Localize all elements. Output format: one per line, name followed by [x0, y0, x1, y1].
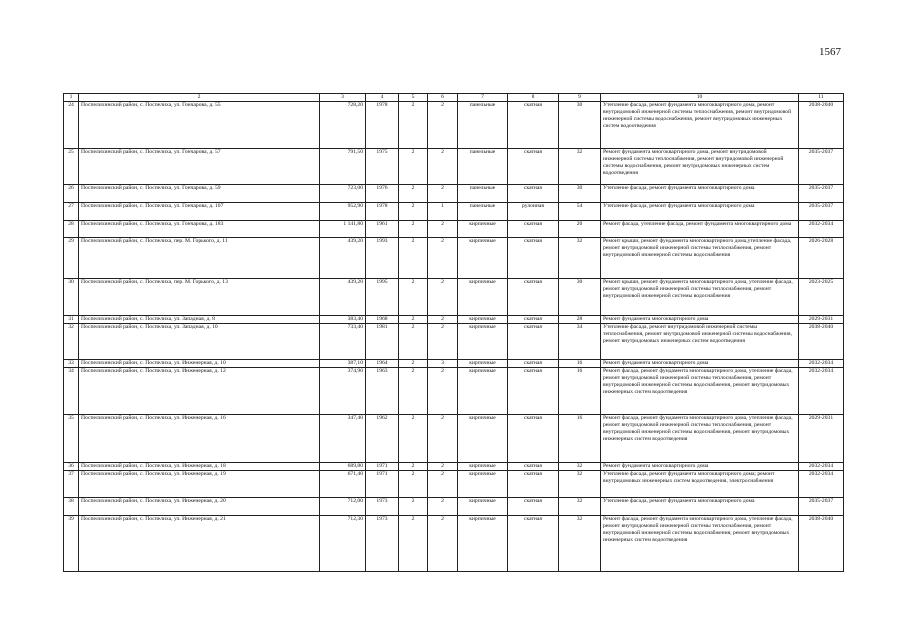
- year-built: 1964: [366, 360, 399, 368]
- column-5-value: 2: [399, 102, 428, 149]
- repair-works: Ремонт фасада, ремонт фундамента многоквартирного дома, утепление фасада, ремонт внутридомовой инженерной системы теплоснабжения, ремонт внутридомовой инженерной системы водоснабжения, ремонт внутридомовых инженерных систем водоотведения: [601, 368, 799, 415]
- row-number: 25: [64, 149, 79, 185]
- row-number: 30: [64, 279, 79, 316]
- column-number: 11: [799, 94, 844, 102]
- planned-period: 2038-2040: [799, 516, 844, 572]
- roof-type: скатная: [508, 149, 559, 185]
- column-6-value: 2: [428, 324, 458, 360]
- roof-type: скатная: [508, 238, 559, 279]
- house-address: Поспелихинский район, с. Поспелиха, пер. М. Горького, д. 13: [79, 279, 320, 316]
- year-built: 1973: [366, 516, 399, 572]
- column-number: 7: [458, 94, 508, 102]
- column-6-value: 2: [428, 316, 458, 324]
- table-row: [64, 279, 844, 316]
- wall-material: кирпичные: [458, 368, 508, 415]
- wall-material: кирпичные: [458, 324, 508, 360]
- table-row: [64, 368, 844, 415]
- column-6-value: 2: [428, 238, 458, 279]
- column-5-value: 2: [399, 324, 428, 360]
- table-row: [64, 102, 844, 149]
- repair-works: Утепление фасада, ремонт фундамента многоквартирного дома: [601, 185, 799, 203]
- wall-material: панельные: [458, 203, 508, 221]
- house-address: Поспелихинский район, с. Поспелиха, ул. Гончарова, д. 183: [79, 221, 320, 238]
- total-area: 383,40: [320, 316, 366, 324]
- column-6-value: 2: [428, 185, 458, 203]
- column-6-value: 2: [428, 221, 458, 238]
- column-9-value: 16: [559, 368, 601, 415]
- column-number-row: [64, 94, 844, 102]
- column-number: 8: [508, 94, 559, 102]
- year-built: 1978: [366, 102, 399, 149]
- planned-period: 2032-2034: [799, 463, 844, 471]
- column-5-value: 2: [399, 516, 428, 572]
- year-built: 1978: [366, 203, 399, 221]
- wall-material: кирпичные: [458, 498, 508, 516]
- row-number: 37: [64, 471, 79, 498]
- column-5-value: 2: [399, 368, 428, 415]
- planned-period: 2026-2028: [799, 238, 844, 279]
- planned-period: 2038-2040: [799, 324, 844, 360]
- total-area: 712,00: [320, 498, 366, 516]
- planned-period: 2035-2037: [799, 185, 844, 203]
- row-number: 28: [64, 221, 79, 238]
- wall-material: кирпичные: [458, 471, 508, 498]
- column-5-value: 2: [399, 498, 428, 516]
- column-6-value: 2: [428, 149, 458, 185]
- roof-type: скатная: [508, 221, 559, 238]
- roof-type: скатная: [508, 324, 559, 360]
- planned-period: 2032-2034: [799, 471, 844, 498]
- planned-period: 2032-2034: [799, 221, 844, 238]
- repair-works: Ремонт фундамента многоквартирного дома: [601, 316, 799, 324]
- year-built: 1963: [366, 368, 399, 415]
- planned-period: 2038-2040: [799, 102, 844, 149]
- repair-works: Утепление фасада, ремонт фундамента многоквартирного дома; ремонт внутридомовых инженерных систем водоотведения, электроснабжения: [601, 471, 799, 498]
- total-area: 1 141,80: [320, 221, 366, 238]
- repair-works: Утепление фасада, ремонт фундамента многоквартирного дома: [601, 203, 799, 221]
- wall-material: кирпичные: [458, 238, 508, 279]
- planned-period: 2029-2031: [799, 316, 844, 324]
- roof-type: скатная: [508, 471, 559, 498]
- total-area: 689,80: [320, 463, 366, 471]
- row-number: 26: [64, 185, 79, 203]
- wall-material: кирпичные: [458, 221, 508, 238]
- column-6-value: 3: [428, 360, 458, 368]
- column-9-value: 16: [559, 360, 601, 368]
- roof-type: скатная: [508, 463, 559, 471]
- column-6-value: 2: [428, 415, 458, 463]
- year-built: 1968: [366, 316, 399, 324]
- table-row: [64, 471, 844, 498]
- column-9-value: 30: [559, 102, 601, 149]
- row-number: 27: [64, 203, 79, 221]
- wall-material: панельные: [458, 185, 508, 203]
- column-6-value: 2: [428, 368, 458, 415]
- total-area: 347,40: [320, 415, 366, 463]
- column-number: 9: [559, 94, 601, 102]
- row-number: 29: [64, 238, 79, 279]
- column-5-value: 2: [399, 279, 428, 316]
- total-area: 439,20: [320, 279, 366, 316]
- total-area: 439,20: [320, 238, 366, 279]
- column-number: 10: [601, 94, 799, 102]
- column-5-value: 2: [399, 149, 428, 185]
- wall-material: кирпичные: [458, 279, 508, 316]
- column-9-value: 32: [559, 463, 601, 471]
- row-number: 39: [64, 516, 79, 572]
- year-built: 1995: [366, 279, 399, 316]
- repair-works: Ремонт крыши, ремонт фундамента многоквартирного дома,утепление фасада, ремонт внутридомовой инженерной системы теплоснабжения, ремонт внутридомовой инженерной системы водоснабжения: [601, 238, 799, 279]
- column-number: 2: [79, 94, 320, 102]
- roof-type: скатная: [508, 102, 559, 149]
- row-number: 32: [64, 324, 79, 360]
- roof-type: скатная: [508, 498, 559, 516]
- column-5-value: 2: [399, 463, 428, 471]
- planned-period: 2035-2037: [799, 203, 844, 221]
- row-number: 24: [64, 102, 79, 149]
- wall-material: панельные: [458, 102, 508, 149]
- year-built: 1975: [366, 149, 399, 185]
- table-row: [64, 498, 844, 516]
- column-6-value: 2: [428, 463, 458, 471]
- table-row: [64, 415, 844, 463]
- repair-schedule-table: [63, 93, 844, 572]
- house-address: Поспелихинский район, с. Поспелиха, ул. Гончарова, д. 59: [79, 185, 320, 203]
- house-address: Поспелихинский район, с. Поспелиха, ул. Инженерная, д. 20: [79, 498, 320, 516]
- column-9-value: 32: [559, 471, 601, 498]
- table-row: [64, 185, 844, 203]
- house-address: Поспелихинский район, с. Поспелиха, ул. Гончарова, д. 57: [79, 149, 320, 185]
- table-row: [64, 149, 844, 185]
- column-9-value: 30: [559, 279, 601, 316]
- roof-type: скатная: [508, 368, 559, 415]
- house-address: Поспелихинский район, с. Поспелиха, ул. Западная, д. 8: [79, 316, 320, 324]
- column-9-value: 32: [559, 149, 601, 185]
- column-number: 4: [366, 94, 399, 102]
- column-9-value: 30: [559, 185, 601, 203]
- row-number: 36: [64, 463, 79, 471]
- column-6-value: 2: [428, 498, 458, 516]
- roof-type: скатная: [508, 279, 559, 316]
- table-row: [64, 463, 844, 471]
- table-row: [64, 203, 844, 221]
- column-9-value: 32: [559, 238, 601, 279]
- roof-type: скатная: [508, 516, 559, 572]
- house-address: Поспелихинский район, с. Поспелиха, ул. Инженерная, д. 19: [79, 471, 320, 498]
- column-6-value: 1: [428, 203, 458, 221]
- table-row: [64, 516, 844, 572]
- column-number: 6: [428, 94, 458, 102]
- row-number: 38: [64, 498, 79, 516]
- row-number: 31: [64, 316, 79, 324]
- column-9-value: 34: [559, 324, 601, 360]
- house-address: Поспелихинский район, с. Поспелиха, ул. Инженерная, д. 16: [79, 415, 320, 463]
- column-6-value: 2: [428, 102, 458, 149]
- row-number: 33: [64, 360, 79, 368]
- column-9-value: 54: [559, 203, 601, 221]
- year-built: 1976: [366, 185, 399, 203]
- repair-works: Ремонт фундамента многоквартирного дома: [601, 360, 799, 368]
- planned-period: 2035-2037: [799, 149, 844, 185]
- repair-works: Ремонт фундамента многоквартирного дома, ремонт внутридомовой инженерной системы теплоснабжения, ремонт внутридомовой инженерной системы водоснабжения, ремонт внутридомовых инженерных систем водоотведения: [601, 149, 799, 185]
- column-5-value: 2: [399, 471, 428, 498]
- house-address: Поспелихинский район, с. Поспелиха, ул. Инженерная, д. 12: [79, 368, 320, 415]
- table-row: [64, 316, 844, 324]
- table-row: [64, 360, 844, 368]
- planned-period: 2032-2034: [799, 368, 844, 415]
- planned-period: 2035-2037: [799, 498, 844, 516]
- column-9-value: 16: [559, 415, 601, 463]
- house-address: Поспелихинский район, с. Поспелиха, ул. Инженерная, д. 21: [79, 516, 320, 572]
- roof-type: скатная: [508, 185, 559, 203]
- column-5-value: 2: [399, 316, 428, 324]
- roof-type: скатная: [508, 415, 559, 463]
- row-number: 34: [64, 368, 79, 415]
- repair-works: Утепление фасада, ремонт фундамента многоквартирного дома: [601, 498, 799, 516]
- house-address: Поспелихинский район, с. Поспелиха, ул. Гончарова, д. 107: [79, 203, 320, 221]
- table-row: [64, 324, 844, 360]
- year-built: 1971: [366, 471, 399, 498]
- repair-works: Утепление фасада, ремонт фундамента многоквартирного дома, ремонт внутридомовой инженерной системы теплоснабжения, ремонт внутридомовой инженерной системы водоснабжения, ремонт внутридомовых инженерных систем водоотведения: [601, 102, 799, 149]
- column-6-value: 2: [428, 279, 458, 316]
- repair-works: Утепление фасада, ремонт внутридомовой инженерной системы теплоснабжения, ремонт внутридомовой инженерной системы водоснабжения, ремонт внутридомовых инженерных систем водоотведения: [601, 324, 799, 360]
- wall-material: кирпичные: [458, 415, 508, 463]
- repair-works: Ремонт фундамента многоквартирного дома: [601, 463, 799, 471]
- year-built: 1971: [366, 463, 399, 471]
- column-number: 1: [64, 94, 79, 102]
- column-number: 3: [320, 94, 366, 102]
- repair-works: Ремонт фасада, утепление фасада, ремонт фундамента многоквартирного дома: [601, 221, 799, 238]
- wall-material: кирпичные: [458, 316, 508, 324]
- year-built: 1993: [366, 238, 399, 279]
- column-9-value: 32: [559, 516, 601, 572]
- repair-works: Ремонт фасада, ремонт фундамента многоквартирного дома, утепление фасада, ремонт внутридомовой инженерной системы теплоснабжения, ремонт внутридомовой инженерной системы водоснабжения, ремонт внутридомовых инженерных систем водоотведения: [601, 415, 799, 463]
- column-9-value: 20: [559, 221, 601, 238]
- planned-period: 2029-2031: [799, 415, 844, 463]
- repair-works: Ремонт фасада, ремонт фундамента многоквартирного дома, утепление фасада, ремонт внутридомовой инженерной системы теплоснабжения, ремонт внутридомовой инженерной системы водоснабжения, ремонт внутридомовых инженерных систем водоотведения: [601, 516, 799, 572]
- roof-type: рулонная: [508, 203, 559, 221]
- house-address: Поспелихинский район, с. Поспелиха, ул. Западная, д. 10: [79, 324, 320, 360]
- total-area: 728,20: [320, 102, 366, 149]
- wall-material: кирпичные: [458, 516, 508, 572]
- column-number: 5: [399, 94, 428, 102]
- year-built: 1981: [366, 324, 399, 360]
- column-9-value: 28: [559, 316, 601, 324]
- year-built: 1973: [366, 498, 399, 516]
- year-built: 1961: [366, 221, 399, 238]
- year-built: 1962: [366, 415, 399, 463]
- column-6-value: 2: [428, 471, 458, 498]
- house-address: Поспелихинский район, с. Поспелиха, ул. Инженерная, д. 18: [79, 463, 320, 471]
- house-address: Поспелихинский район, с. Поспелиха, ул. Инженерная, д. 10: [79, 360, 320, 368]
- column-5-value: 2: [399, 360, 428, 368]
- repair-works: Ремонт крыши, ремонт фундамента многоквартирного дома, утепление фасада, ремонт внутридомовой инженерной системы теплоснабжения, ремонт внутридомовой инженерной системы водоснабжения: [601, 279, 799, 316]
- row-number: 35: [64, 415, 79, 463]
- planned-period: 2023-2025: [799, 279, 844, 316]
- planned-period: 2032-2034: [799, 360, 844, 368]
- column-5-value: 2: [399, 238, 428, 279]
- roof-type: скатная: [508, 360, 559, 368]
- table-row: [64, 221, 844, 238]
- house-address: Поспелихинский район, с. Поспелиха, ул. Гончарова, д. 55: [79, 102, 320, 149]
- wall-material: панельные: [458, 149, 508, 185]
- table-row: [64, 238, 844, 279]
- column-5-value: 2: [399, 221, 428, 238]
- column-5-value: 2: [399, 415, 428, 463]
- roof-type: скатная: [508, 316, 559, 324]
- column-5-value: 2: [399, 185, 428, 203]
- total-area: 952,90: [320, 203, 366, 221]
- column-9-value: 32: [559, 498, 601, 516]
- column-5-value: 2: [399, 203, 428, 221]
- wall-material: кирпичные: [458, 360, 508, 368]
- total-area: 712,30: [320, 516, 366, 572]
- total-area: 723,00: [320, 185, 366, 203]
- total-area: 374,90: [320, 368, 366, 415]
- total-area: 671,40: [320, 471, 366, 498]
- total-area: 733,40: [320, 324, 366, 360]
- house-address: Поспелихинский район, с. Поспелиха, пер. М. Горького, д. 11: [79, 238, 320, 279]
- page-number: 1567: [819, 46, 841, 58]
- column-6-value: 2: [428, 516, 458, 572]
- total-area: 791,50: [320, 149, 366, 185]
- total-area: 387,10: [320, 360, 366, 368]
- wall-material: кирпичные: [458, 463, 508, 471]
